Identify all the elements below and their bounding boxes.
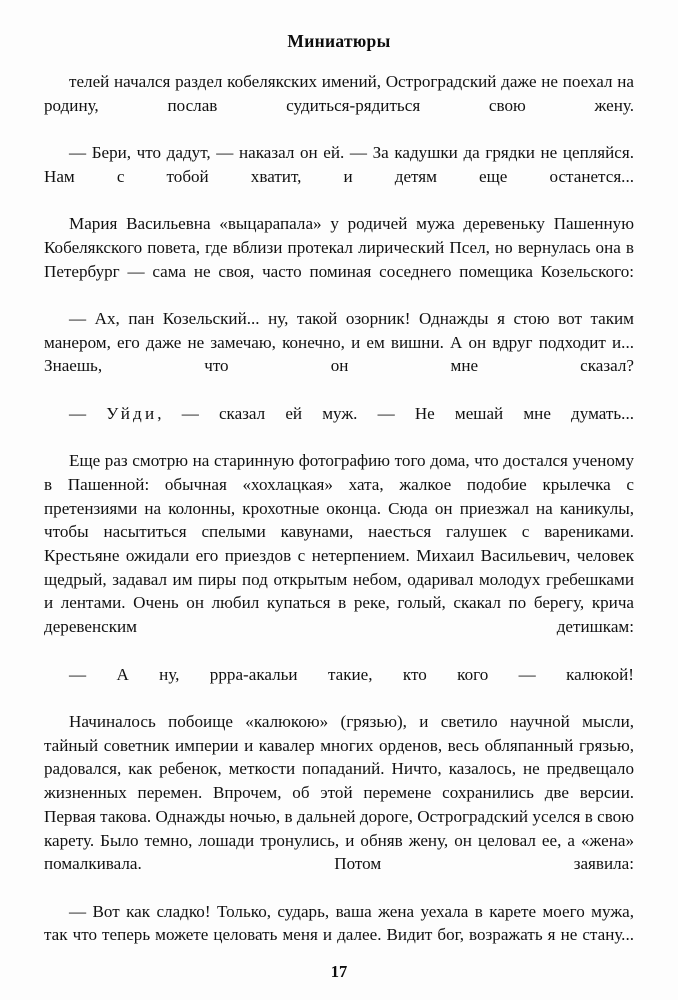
dialogue-dash: —	[69, 403, 107, 423]
body-text-block	[44, 70, 634, 971]
emphasized-word: Уйди	[106, 403, 158, 423]
paragraph-dialogue-emphasis	[44, 402, 634, 449]
paragraph-dialogue: — Вот как сладко! Только, сударь, ваша жена уехала в карете моего мужа, так что теперь можете целовать меня и далее. Видит бог, возражать я не стану...	[44, 901, 634, 945]
page-number: 17	[330, 962, 348, 981]
paragraph-dialogue: — Бери, что дадут, — наказал он ей. — За кадушки да грядки не цепляйся. Нам с тобой хватит, и детям еще останется...	[44, 143, 634, 186]
paragraph-body: Начиналось побоище «калюкою» (грязью), и светило научной мысли, тайный советник империи и кавалер многих орденов, весь обляпанный грязью, радовался, как ребенок, меткости попаданий. Ничто, казалось, не предвещало жизненных перемен. Впрочем, об этой перемене сохранились две версии. Первая такова. Однажды ночью, в дальней дороге, Остроградский уселся в свою карету. Было темно, лошади тронулись, и обняв жену, он целовал ее, а «жена» помалкивала. Потом заявила:	[44, 711, 634, 874]
paragraph-continuation: телей начался раздел кобелякских имений, Остроградский даже не поехал на родину, послав судиться-рядиться свою жену.	[44, 72, 634, 115]
paragraph-dialogue: — А ну, ррра-акальи такие, кто кого — калюкой!	[69, 664, 634, 684]
paragraph-dialogue: — Ах, пан Козельский... ну, такой озорник! Однажды я стою вот таким манером, его даже не замечаю, конечно, и ем вишни. А он вдруг подходит и... Знаешь, что он мне сказал?	[44, 309, 634, 376]
paragraph-body: Еще раз смотрю на старинную фотографию того дома, что достался ученому в Пашенной: обычная «хохлацкая» хата, жалкое подобие крылечка с претензиями на колонны, крохотные оконца. Сюда он приезжал на каникулы, чтобы насытиться спелыми кавунами, наесться галушек с варениками. Крестьяне ожидали его приездов с нетерпением. Михаил Васильевич, человек щедрый, задавал им пиры под открытым небом, одаривал молодух гребешками и лентами. Очень он любил купаться в реке, голый, скакал по берегу, крича деревенским детишкам:	[44, 451, 634, 637]
paragraph-body: Мария Васильевна «выцарапала» у родичей мужа деревеньку Пашенную Кобелякского повета, где вблизи протекал лирический Псел, но вернулась она в Петербург — сама не своя, часто поминая соседнего помещика Козельского:	[44, 214, 634, 281]
running-head: Миниатюры	[287, 31, 391, 51]
dialogue-tail: , — сказал ей муж. — Не мешай мне думать...	[157, 403, 634, 423]
